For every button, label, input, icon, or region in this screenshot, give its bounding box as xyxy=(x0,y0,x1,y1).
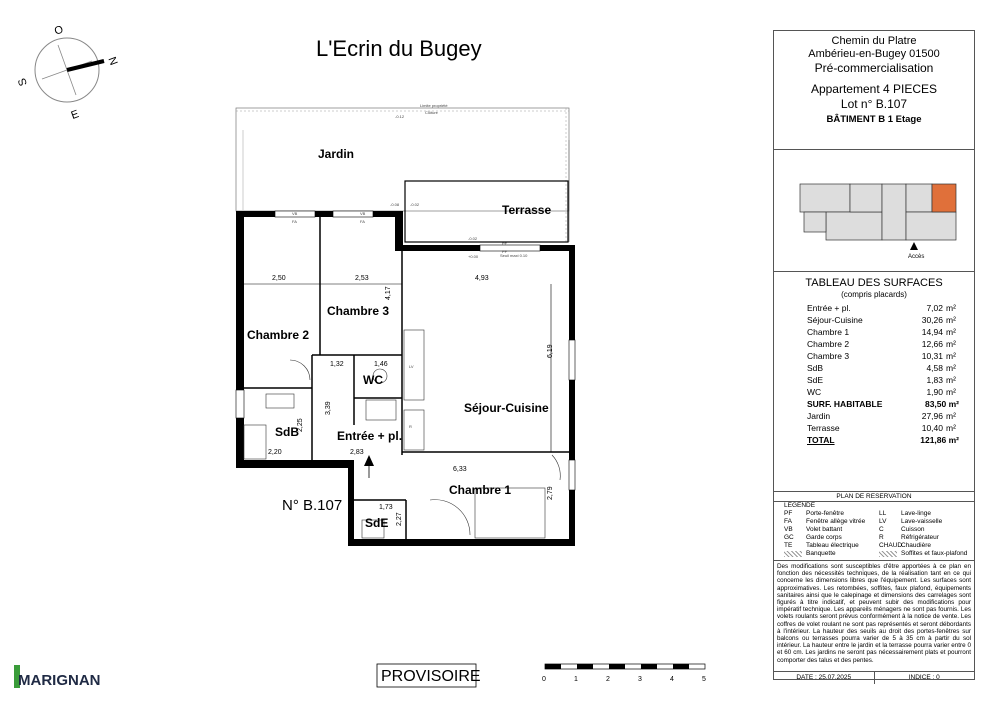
dim-146: 1,46 xyxy=(374,361,388,368)
surface-value: 7,02 xyxy=(926,303,943,313)
surface-row xyxy=(774,302,974,314)
legend-code: GC xyxy=(784,534,794,541)
legend-code: VB xyxy=(784,526,793,533)
legend-text: Lave-vaisselle xyxy=(901,518,943,525)
surface-row xyxy=(774,374,974,386)
interior-walls xyxy=(244,217,569,539)
exterior-row xyxy=(774,410,974,422)
legend-item xyxy=(879,526,974,534)
scale-tick-2: 2 xyxy=(606,676,610,683)
brand-name: MARIGNAN xyxy=(18,672,101,689)
apartment-type: Appartement 4 PIECES xyxy=(810,82,938,96)
info-panel xyxy=(773,30,975,680)
surface-row xyxy=(774,350,974,362)
legend-title: LEGENDE xyxy=(784,502,816,509)
legend-item xyxy=(879,542,974,550)
compass-e: E xyxy=(69,108,81,122)
fixture-r: R xyxy=(409,424,412,429)
key-plan xyxy=(774,149,974,272)
key-plan-drawing xyxy=(774,150,974,272)
exterior-walls xyxy=(236,211,575,546)
legend-code xyxy=(879,551,897,557)
reservation-section xyxy=(774,491,974,682)
level-m000: +0.00 xyxy=(468,254,479,259)
room-entree: Entrée + pl. xyxy=(337,429,403,443)
city-line: Ambérieu-en-Bugey 01500 xyxy=(808,48,940,60)
total-row xyxy=(774,434,974,446)
legend-text: Lave-linge xyxy=(901,510,931,517)
legend-text: Banquette xyxy=(806,550,836,557)
plan-title: L'Ecrin du Bugey xyxy=(316,36,482,61)
legend-item xyxy=(879,510,974,518)
level-m002a: -0.02 xyxy=(410,202,420,207)
surface-value: 12,66 xyxy=(921,339,943,349)
surfaces-title: TABLEAU DES SURFACES xyxy=(805,277,943,289)
legend-text: Cuisson xyxy=(901,526,925,533)
dim-619: 6,19 xyxy=(547,344,554,358)
surface-unit: m² xyxy=(946,363,956,373)
legend-item xyxy=(784,550,879,558)
scale-tick-1: 1 xyxy=(574,676,578,683)
legend-text: Réfrigérateur xyxy=(901,534,939,541)
win-fa: FA xyxy=(292,219,297,224)
dim-493: 4,93 xyxy=(475,275,489,282)
legend-text: Soffites et faux-plafond xyxy=(901,550,968,557)
compass-o: O xyxy=(52,22,65,37)
plan-date: DATE : 25.07.2025 xyxy=(774,672,875,684)
cloture-label: Clôture xyxy=(425,110,438,115)
legend-item xyxy=(784,542,879,550)
room-sde: SdE xyxy=(365,516,389,530)
legend-item xyxy=(784,526,879,534)
surface-value: 1,83 xyxy=(926,375,943,385)
exterior-label: Terrasse xyxy=(807,423,840,433)
legend-text: Porte-fenêtre xyxy=(806,510,844,517)
building-floor: BÂTIMENT B 1 Etage xyxy=(826,114,922,125)
provisoire-label: PROVISOIRE xyxy=(381,668,481,685)
surface-unit: m² xyxy=(946,315,956,325)
level-m012: -0.12 xyxy=(395,114,405,119)
surface-value: 4,58 xyxy=(926,363,943,373)
legend-text: Chaudière xyxy=(901,542,931,549)
status-line: Pré-commercialisation xyxy=(814,61,934,75)
surface-value: 14,94 xyxy=(921,327,943,337)
exterior-value: 10,40 xyxy=(921,423,943,433)
surfaces-table xyxy=(774,271,974,468)
exterior-label: Jardin xyxy=(807,411,831,421)
room-jardin: Jardin xyxy=(318,147,355,161)
dim-417: 4,17 xyxy=(385,286,392,300)
surface-unit: m² xyxy=(946,351,956,361)
surface-unit: m² xyxy=(946,387,956,397)
surface-row xyxy=(774,338,974,350)
lot-number: Lot n° B.107 xyxy=(840,97,908,111)
room-wc: WC xyxy=(363,373,383,387)
room-sdb: SdB xyxy=(275,425,299,439)
legend-item xyxy=(784,518,879,526)
dim-253: 2,53 xyxy=(355,275,369,282)
legend-text: Fenêtre allège vitrée xyxy=(806,518,866,525)
dim-633: 6,33 xyxy=(453,466,467,473)
surface-label: Chambre 2 xyxy=(807,339,850,349)
surface-value: 30,26 xyxy=(921,315,943,325)
exterior-value: 27,96 xyxy=(921,411,943,421)
level-m008: -0.08 xyxy=(390,202,400,207)
dim-173: 1,73 xyxy=(379,504,393,511)
habitable-value: 83,50 m² xyxy=(924,399,959,409)
room-chambre2: Chambre 2 xyxy=(247,328,310,342)
surface-row xyxy=(774,326,974,338)
legend-item xyxy=(879,518,974,526)
surface-label: Séjour-Cuisine xyxy=(807,315,863,325)
acces-label: Accès xyxy=(908,254,925,260)
entry-arrow-icon xyxy=(364,455,374,466)
win-pf: PF xyxy=(502,241,508,246)
dim-250: 2,50 xyxy=(272,275,286,282)
legend-code xyxy=(784,551,802,557)
total-label: TOTAL xyxy=(807,435,835,445)
surface-unit: m² xyxy=(946,339,956,349)
compass-rose xyxy=(16,22,119,122)
legend-text: Tableau électrique xyxy=(806,542,859,549)
dim-283: 2,83 xyxy=(350,449,364,456)
level-m002b: -0.02 xyxy=(468,236,478,241)
surface-value: 1,90 xyxy=(926,387,943,397)
legend-code: PF xyxy=(784,510,793,517)
legend-item xyxy=(879,550,974,558)
habitable-row xyxy=(774,398,974,410)
exterior-unit: m² xyxy=(946,411,956,421)
surface-label: Chambre 1 xyxy=(807,327,850,337)
limite-label: Limite propriété xyxy=(420,103,448,108)
legend-code: LL xyxy=(879,510,887,517)
legend-item xyxy=(879,534,974,542)
surface-label: SdE xyxy=(807,375,824,385)
legend-item xyxy=(784,510,879,518)
room-chambre3: Chambre 3 xyxy=(327,304,390,318)
scale-tick-3: 3 xyxy=(638,676,642,683)
legend-code: TE xyxy=(784,542,793,549)
legend-code: LV xyxy=(879,518,887,525)
address-line: Chemin du Platre xyxy=(831,35,917,47)
dim-227: 2,27 xyxy=(396,512,403,526)
exterior-unit: m² xyxy=(946,423,956,433)
legend-item xyxy=(784,534,879,542)
surface-unit: m² xyxy=(946,303,956,313)
win-vb: VB xyxy=(292,211,298,216)
room-terrasse: Terrasse xyxy=(502,203,552,217)
surface-label: Chambre 3 xyxy=(807,351,850,361)
win-pf2: PF xyxy=(502,249,508,254)
compass-s: S xyxy=(16,76,30,88)
scale-tick-5: 5 xyxy=(702,676,706,683)
surface-row xyxy=(774,386,974,398)
surface-row xyxy=(774,314,974,326)
surface-label: WC xyxy=(807,387,822,397)
surface-label: Entrée + pl. xyxy=(807,303,851,313)
fixture-lv: LV xyxy=(409,364,414,369)
acces-arrow-icon xyxy=(910,242,918,250)
seuil-label: Seuil maxi 0.10 xyxy=(500,253,528,258)
legend-code: R xyxy=(879,534,884,541)
win-vb2: VB xyxy=(360,211,366,216)
room-chambre1: Chambre 1 xyxy=(449,483,512,497)
win-fa2: FA xyxy=(360,219,365,224)
dim-279: 2,79 xyxy=(547,486,554,500)
lot-label: N° B.107 xyxy=(282,497,343,514)
scale-tick-0: 0 xyxy=(542,676,546,683)
compass-n: N xyxy=(105,55,120,68)
surfaces-subtitle: (compris placards) xyxy=(841,290,907,299)
surface-unit: m² xyxy=(946,327,956,337)
dim-220: 2,20 xyxy=(268,449,282,456)
reservation-title: PLAN DE RESERVATION xyxy=(774,492,974,502)
legend-text: Garde corps xyxy=(806,534,842,541)
scale-tick-4: 4 xyxy=(670,676,674,683)
dim-339: 3,39 xyxy=(325,401,332,415)
room-sejour: Séjour-Cuisine xyxy=(464,401,549,415)
plan-indice: INDICE : 0 xyxy=(908,674,940,681)
habitable-label: SURF. HABITABLE xyxy=(807,399,883,409)
brand-logo xyxy=(14,665,101,689)
exterior-row xyxy=(774,422,974,434)
total-value: 121,86 m² xyxy=(920,435,959,445)
legend-code: FA xyxy=(784,518,792,525)
legend-code: CHAUD xyxy=(879,542,903,549)
surface-row xyxy=(774,362,974,374)
legend-text: Volet battant xyxy=(806,526,843,533)
legal-notes: Des modifications sont susceptibles d'être apportées à ce plan en fonction des nécessités techniques, de la réalisation tant en ce qui concerne les dimensions libres que l'équipement. Les surfaces sont approximatives. Les retombées, soffites, faux plafond, équipements sanitaires ainsi que le calepinage et dimensions des carrelages sont figurés à titre indicatif, et peuvent subir des modifications pour impératif technique. Les appareils ménagers ne sont pas fournis. Les volets roulants seront prévus conformément à la notice de vente. Les coffres de volet roulant ne sont pas représentés et seront débordants à l'intérieur. La hauteur des seuils au droit des portes-fenêtres sur balcons ou terrasses pourra varier de 5 à 35 cm à partir du sol intérieur. La hauteur entre le jardin et la terrasse pourra varier entre 0 et 60 cm. Les jardins ne seront pas nécessairement plats et pourront comporter des talus et des pentes. xyxy=(774,560,974,664)
surface-value: 10,31 xyxy=(921,351,943,361)
scale-bar xyxy=(542,664,706,683)
surface-label: SdB xyxy=(807,363,824,373)
footer-row xyxy=(774,671,974,684)
dim-132: 1,32 xyxy=(330,361,344,368)
legend-code: C xyxy=(879,526,884,533)
surface-unit: m² xyxy=(946,375,956,385)
dim-225: 2,25 xyxy=(297,418,304,432)
